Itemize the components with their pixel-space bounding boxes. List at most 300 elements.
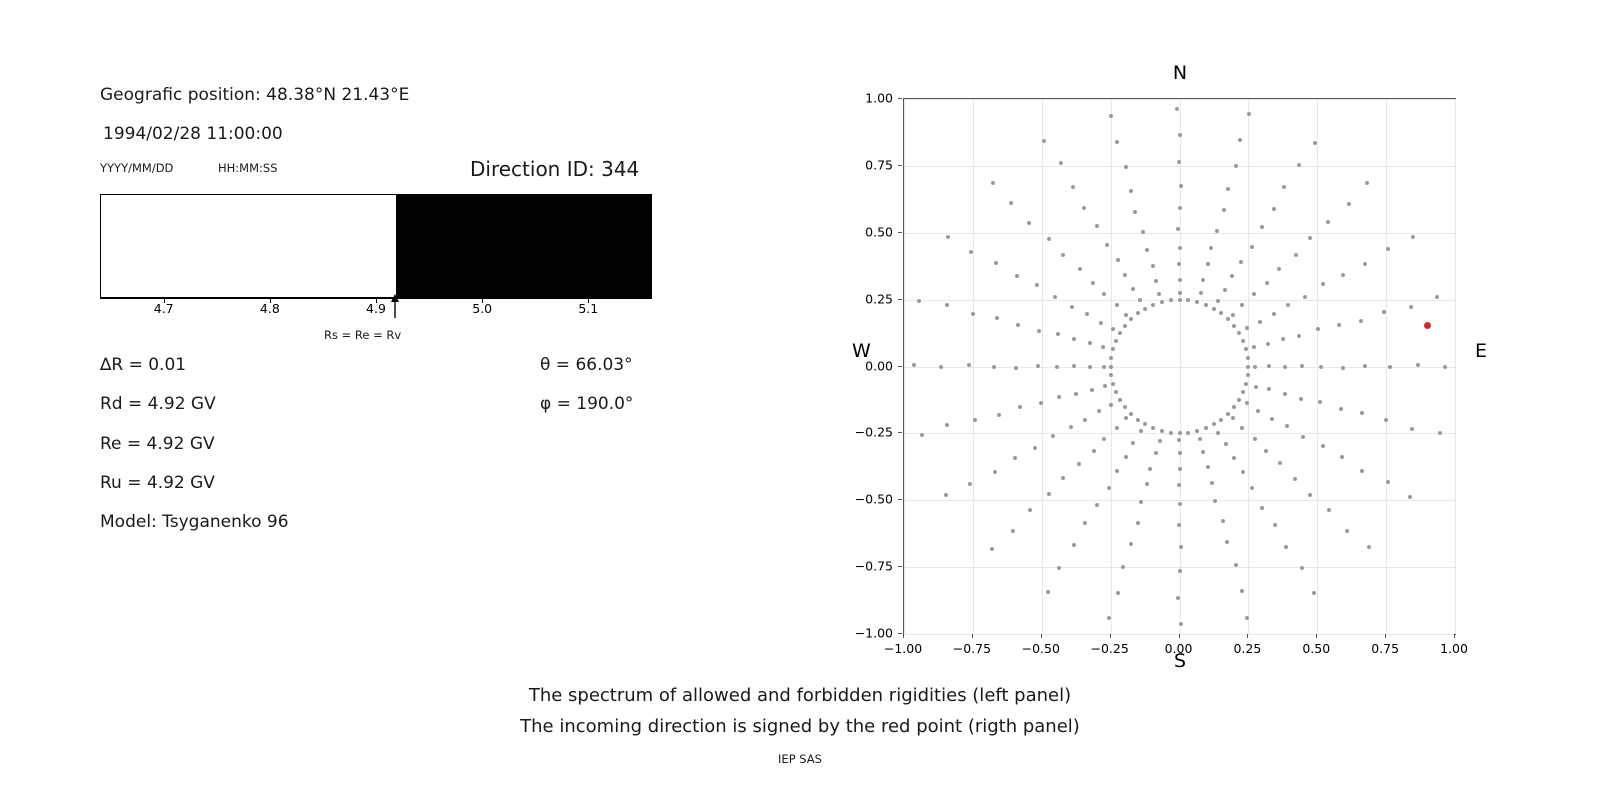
direction-point (1091, 281, 1095, 285)
direction-point (1282, 185, 1286, 189)
direction-point (1266, 342, 1270, 346)
direction-point (1345, 529, 1349, 533)
direction-point (1123, 324, 1127, 328)
direction-point (1258, 320, 1262, 324)
y-axis-tick-label: −0.50 (854, 491, 893, 507)
x-axis-tick-label: 1.00 (1440, 641, 1468, 656)
x-axis-tick-label: 0.50 (1302, 641, 1331, 656)
direction-point (1225, 540, 1229, 544)
direction-point (1300, 566, 1304, 570)
datetime-label: 1994/02/28 11:00:00 (103, 124, 283, 144)
direction-point (1085, 312, 1089, 316)
direction-point (1250, 486, 1254, 490)
direction-point (1109, 403, 1113, 407)
direction-point (1178, 278, 1182, 282)
direction-point (967, 363, 971, 367)
spectrum-tick-label: 5.0 (472, 301, 493, 316)
direction-point (1408, 495, 1412, 499)
direction-point (1339, 407, 1343, 411)
direction-point (1033, 446, 1037, 450)
gridline-horizontal (904, 99, 1455, 100)
direction-point (1102, 437, 1106, 441)
direction-point (1015, 274, 1019, 278)
direction-point (1252, 345, 1256, 349)
direction-point (1234, 164, 1238, 168)
caption-line-2: The incoming direction is signed by the red point (rigth panel) (520, 716, 1080, 737)
direction-point (1241, 470, 1245, 474)
direction-point (1131, 287, 1135, 291)
direction-point (1313, 141, 1317, 145)
direction-point (1114, 339, 1118, 343)
direction-point (1133, 210, 1137, 214)
direction-point (1009, 201, 1013, 205)
direction-point (1114, 390, 1118, 394)
x-axis-tick-label: 0.00 (1164, 641, 1193, 656)
direction-point (1301, 435, 1305, 439)
direction-point (1178, 502, 1182, 506)
direction-point (939, 365, 943, 369)
direction-point (1095, 503, 1099, 507)
direction-point (1265, 281, 1269, 285)
direction-point (1240, 303, 1244, 307)
direction-point (1254, 385, 1258, 389)
credit-label: IEP SAS (778, 752, 822, 766)
direction-point (1213, 499, 1217, 503)
y-axis-tick (898, 98, 902, 99)
direction-point (1312, 591, 1316, 595)
gridline-horizontal (904, 367, 1455, 368)
direction-point (1129, 189, 1133, 193)
direction-point (1206, 262, 1210, 266)
direction-point (1011, 529, 1015, 533)
direction-point (1253, 365, 1257, 369)
direction-point (1253, 437, 1257, 441)
direction-point (920, 433, 924, 437)
spectrum-tick-label: 5.1 (578, 301, 599, 316)
direction-point (1037, 329, 1041, 333)
direction-point (1124, 313, 1128, 317)
spectrum-forbidden-region (396, 195, 652, 297)
direction-point (1124, 455, 1128, 459)
direction-point (1154, 279, 1158, 283)
direction-point (1053, 295, 1057, 299)
direction-point (992, 365, 996, 369)
spectrum-bar-chart (100, 194, 652, 298)
direction-point (1241, 339, 1245, 343)
y-axis-tick (898, 499, 902, 500)
direction-point (1047, 237, 1051, 241)
direction-point (1247, 112, 1251, 116)
direction-point (1051, 434, 1055, 438)
direction-point (1360, 469, 1364, 473)
direction-point (1340, 455, 1344, 459)
direction-point (1123, 273, 1127, 277)
direction-point (1341, 273, 1345, 277)
spectrum-allowed-region (100, 194, 652, 298)
y-axis-tick-label: 1.00 (865, 90, 893, 106)
direction-point (1341, 366, 1345, 370)
direction-point (1082, 206, 1086, 210)
direction-point (1308, 493, 1312, 497)
direction-point (1111, 382, 1115, 386)
direction-point (1216, 431, 1220, 435)
direction-point (1316, 327, 1320, 331)
direction-point (1226, 412, 1230, 416)
x-axis-tick (903, 634, 904, 638)
y-axis-tick-label: −1.00 (854, 625, 893, 641)
direction-point (1055, 365, 1059, 369)
direction-point (1151, 303, 1155, 307)
direction-point (1260, 506, 1264, 510)
direction-point (968, 482, 972, 486)
direction-point (1260, 225, 1264, 229)
y-axis-tick (898, 566, 902, 567)
asymptotic-direction-panel (830, 50, 1530, 672)
direction-point (990, 547, 994, 551)
direction-point (1111, 347, 1115, 351)
direction-point (1102, 365, 1106, 369)
rd-value: Rd = 4.92 GV (100, 394, 216, 414)
direction-point (1014, 366, 1018, 370)
direction-point (1308, 236, 1312, 240)
direction-point (1118, 398, 1122, 402)
direction-point (1099, 321, 1103, 325)
direction-point (1204, 426, 1208, 430)
direction-point (1239, 260, 1243, 264)
direction-point (1198, 437, 1202, 441)
direction-point (1363, 364, 1367, 368)
direction-point (1116, 258, 1120, 262)
direction-point (1069, 425, 1073, 429)
caption-line-1: The spectrum of allowed and forbidden rigidities (left panel) (528, 685, 1072, 706)
x-axis-tick-label: −1.00 (883, 641, 923, 656)
direction-point (1286, 303, 1290, 307)
y-axis-tick (898, 432, 902, 433)
figure-caption (0, 680, 1600, 742)
direction-point (1056, 332, 1060, 336)
phi-value: φ = 190.0° (540, 394, 634, 414)
direction-point (1201, 278, 1205, 282)
direction-point (1088, 365, 1092, 369)
direction-point (1240, 589, 1244, 593)
direction-point (1177, 438, 1181, 442)
y-axis-tick-label: −0.25 (854, 424, 893, 440)
direction-point (1151, 264, 1155, 268)
direction-point (1016, 323, 1020, 327)
rs-marker-label: Rs = Re = Rv (324, 328, 402, 342)
direction-point (1036, 364, 1040, 368)
direction-point (1177, 262, 1181, 266)
direction-point (1278, 461, 1282, 465)
direction-point (1226, 187, 1230, 191)
direction-point (1109, 356, 1113, 360)
gridline-vertical (1455, 99, 1456, 634)
direction-point (1092, 449, 1096, 453)
direction-point (1115, 469, 1119, 473)
direction-point (1139, 500, 1143, 504)
direction-point (1116, 591, 1120, 595)
date-format-hint: YYYY/MM/DD (100, 161, 174, 175)
x-axis-tick (972, 634, 973, 638)
direction-point (1061, 476, 1065, 480)
y-axis-tick (898, 633, 902, 634)
direction-point (1232, 324, 1236, 328)
direction-point (1115, 303, 1119, 307)
direction-point (945, 423, 949, 427)
direction-point (1169, 431, 1173, 435)
direction-point (1264, 449, 1268, 453)
direction-point (1209, 246, 1213, 250)
direction-point (1386, 247, 1390, 251)
direction-point (1178, 291, 1182, 295)
y-axis-tick-label: 0.50 (865, 224, 893, 240)
direction-point (1097, 409, 1101, 413)
direction-point (1078, 267, 1082, 271)
direction-point (1177, 483, 1181, 487)
direction-point (997, 413, 1001, 417)
direction-point (1231, 416, 1235, 420)
direction-point (1107, 486, 1111, 490)
direction-point (973, 418, 977, 422)
direction-point (1042, 139, 1046, 143)
direction-point (1222, 208, 1226, 212)
polar-scatter-plot (903, 98, 1456, 635)
incoming-direction-point (1424, 322, 1431, 329)
direction-point (1359, 319, 1363, 323)
x-axis-tick (1316, 634, 1317, 638)
direction-point (946, 235, 950, 239)
direction-point (1028, 508, 1032, 512)
direction-point (1103, 384, 1107, 388)
direction-point (1223, 288, 1227, 292)
x-axis-tick (1179, 634, 1180, 638)
direction-point (1363, 262, 1367, 266)
y-axis-tick (898, 232, 902, 233)
direction-point (1367, 545, 1371, 549)
direction-point (1071, 185, 1075, 189)
direction-point (1070, 305, 1074, 309)
direction-point (1284, 545, 1288, 549)
direction-point (1386, 480, 1390, 484)
direction-point (1101, 345, 1105, 349)
direction-point (1121, 565, 1125, 569)
direction-point (1388, 365, 1392, 369)
direction-point (1303, 295, 1307, 299)
time-format-hint: HH:MM:SS (218, 161, 278, 175)
direction-point (1272, 312, 1276, 316)
direction-point (1240, 426, 1244, 430)
direction-point (1072, 364, 1076, 368)
direction-point (1160, 300, 1164, 304)
direction-point (1105, 243, 1109, 247)
direction-point (1283, 365, 1287, 369)
direction-point (1178, 246, 1182, 250)
direction-point (1231, 313, 1235, 317)
direction-point (1179, 545, 1183, 549)
direction-point (1077, 462, 1081, 466)
direction-point (1360, 411, 1364, 415)
direction-point (1299, 397, 1303, 401)
direction-point (1143, 307, 1147, 311)
x-axis-tick-label: −0.75 (952, 641, 992, 656)
gridline-horizontal (904, 166, 1455, 167)
direction-point (1252, 292, 1256, 296)
direction-point (1234, 563, 1238, 567)
direction-point (1219, 418, 1223, 422)
direction-point (1267, 364, 1271, 368)
direction-point (1237, 331, 1241, 335)
direction-point (1337, 323, 1341, 327)
direction-point (969, 250, 973, 254)
direction-point (1195, 300, 1199, 304)
direction-point (1365, 181, 1369, 185)
direction-point (971, 312, 975, 316)
direction-point (1178, 569, 1182, 573)
direction-point (1267, 387, 1271, 391)
direction-point (1160, 429, 1164, 433)
direction-point (1157, 292, 1161, 296)
direction-point (1169, 298, 1173, 302)
direction-point (1178, 431, 1182, 435)
direction-point (1138, 298, 1142, 302)
rigidity-spectrum-panel (0, 0, 760, 680)
direction-point (1294, 253, 1298, 257)
spectrum-tick-label: 4.7 (153, 301, 174, 316)
direction-point (1204, 303, 1208, 307)
geographic-position-label: Geografic position: 48.38°N 21.43°E (100, 85, 410, 105)
direction-point (1143, 422, 1147, 426)
direction-point (1178, 467, 1182, 471)
direction-point (995, 316, 999, 320)
direction-point (1072, 337, 1076, 341)
direction-point (1199, 291, 1203, 295)
direction-point (1283, 392, 1287, 396)
direction-point (1272, 207, 1276, 211)
direction-point (1230, 274, 1234, 278)
direction-point (1136, 311, 1140, 315)
direction-point (1246, 373, 1250, 377)
direction-point (1321, 444, 1325, 448)
direction-point (1246, 365, 1250, 369)
gridline-horizontal (904, 634, 1455, 635)
y-axis-tick-label: 0.75 (865, 157, 893, 173)
direction-point (945, 303, 949, 307)
y-axis-tick (898, 366, 902, 367)
ru-value: Ru = 4.92 GV (100, 473, 215, 493)
direction-point (1129, 412, 1133, 416)
direction-point (1131, 441, 1135, 445)
re-value: Re = 4.92 GV (100, 434, 215, 454)
direction-point (1088, 341, 1092, 345)
direction-point (917, 299, 921, 303)
x-axis-tick (1454, 634, 1455, 638)
y-axis-tick-label: −0.75 (854, 558, 893, 574)
direction-point (1013, 456, 1017, 460)
direction-point (1384, 418, 1388, 422)
direction-point (1226, 317, 1230, 321)
direction-point (1326, 220, 1330, 224)
direction-point (1047, 492, 1051, 496)
direction-point (1347, 202, 1351, 206)
direction-point (1145, 248, 1149, 252)
direction-point (1219, 311, 1223, 315)
direction-point (1297, 334, 1301, 338)
direction-point (1186, 298, 1190, 302)
direction-point (1285, 424, 1289, 428)
direction-point (1046, 590, 1050, 594)
direction-point (1410, 427, 1414, 431)
direction-point (1102, 292, 1106, 296)
direction-point (1109, 365, 1113, 369)
direction-point (993, 470, 997, 474)
direction-point (1074, 392, 1078, 396)
direction-point (1216, 299, 1220, 303)
y-axis-tick-label: 0.25 (865, 291, 893, 307)
direction-point (944, 493, 948, 497)
x-axis-tick-label: −0.25 (1090, 641, 1129, 656)
compass-east-label: E (1475, 340, 1488, 362)
direction-point (1438, 431, 1442, 435)
direction-point (1273, 523, 1277, 527)
direction-point (1124, 165, 1128, 169)
spectrum-tick-label: 4.9 (366, 301, 386, 316)
direction-point (1250, 245, 1254, 249)
direction-point (1178, 298, 1182, 302)
x-axis-tick-label: 0.25 (1233, 641, 1262, 656)
direction-point (1416, 363, 1420, 367)
compass-north-label: N (1172, 62, 1188, 84)
direction-point (1327, 508, 1331, 512)
compass-west-label: W (852, 340, 871, 362)
direction-point (1318, 400, 1322, 404)
direction-point (1035, 283, 1039, 287)
direction-point (1210, 481, 1214, 485)
direction-point (1224, 442, 1228, 446)
direction-point (1124, 416, 1128, 420)
direction-point (1129, 542, 1133, 546)
direction-point (1281, 337, 1285, 341)
direction-point (1061, 253, 1065, 257)
compass-south-label: S (1173, 650, 1187, 672)
y-axis-tick-label: 0.00 (865, 358, 893, 373)
direction-point (1179, 622, 1183, 626)
gridline-horizontal (904, 233, 1455, 234)
direction-point (1246, 356, 1250, 360)
direction-point (1118, 331, 1122, 335)
direction-point (1090, 388, 1094, 392)
direction-point (1177, 160, 1181, 164)
direction-point (1232, 405, 1236, 409)
direction-point (1221, 519, 1225, 523)
rs-marker-arrow-icon (388, 294, 402, 318)
direction-point (1443, 365, 1447, 369)
direction-point (1206, 465, 1210, 469)
direction-point (1136, 418, 1140, 422)
direction-point (1148, 467, 1152, 471)
direction-point (1018, 405, 1022, 409)
direction-point (1212, 307, 1216, 311)
direction-point (1111, 327, 1115, 331)
direction-point (1158, 439, 1162, 443)
direction-point (1238, 138, 1242, 142)
model-label: Model: Tsyganenko 96 (100, 512, 289, 532)
direction-point (1245, 616, 1249, 620)
direction-point (1136, 521, 1140, 525)
direction-point (1201, 450, 1205, 454)
direction-point (1083, 521, 1087, 525)
direction-point (1321, 282, 1325, 286)
direction-point (1151, 426, 1155, 430)
